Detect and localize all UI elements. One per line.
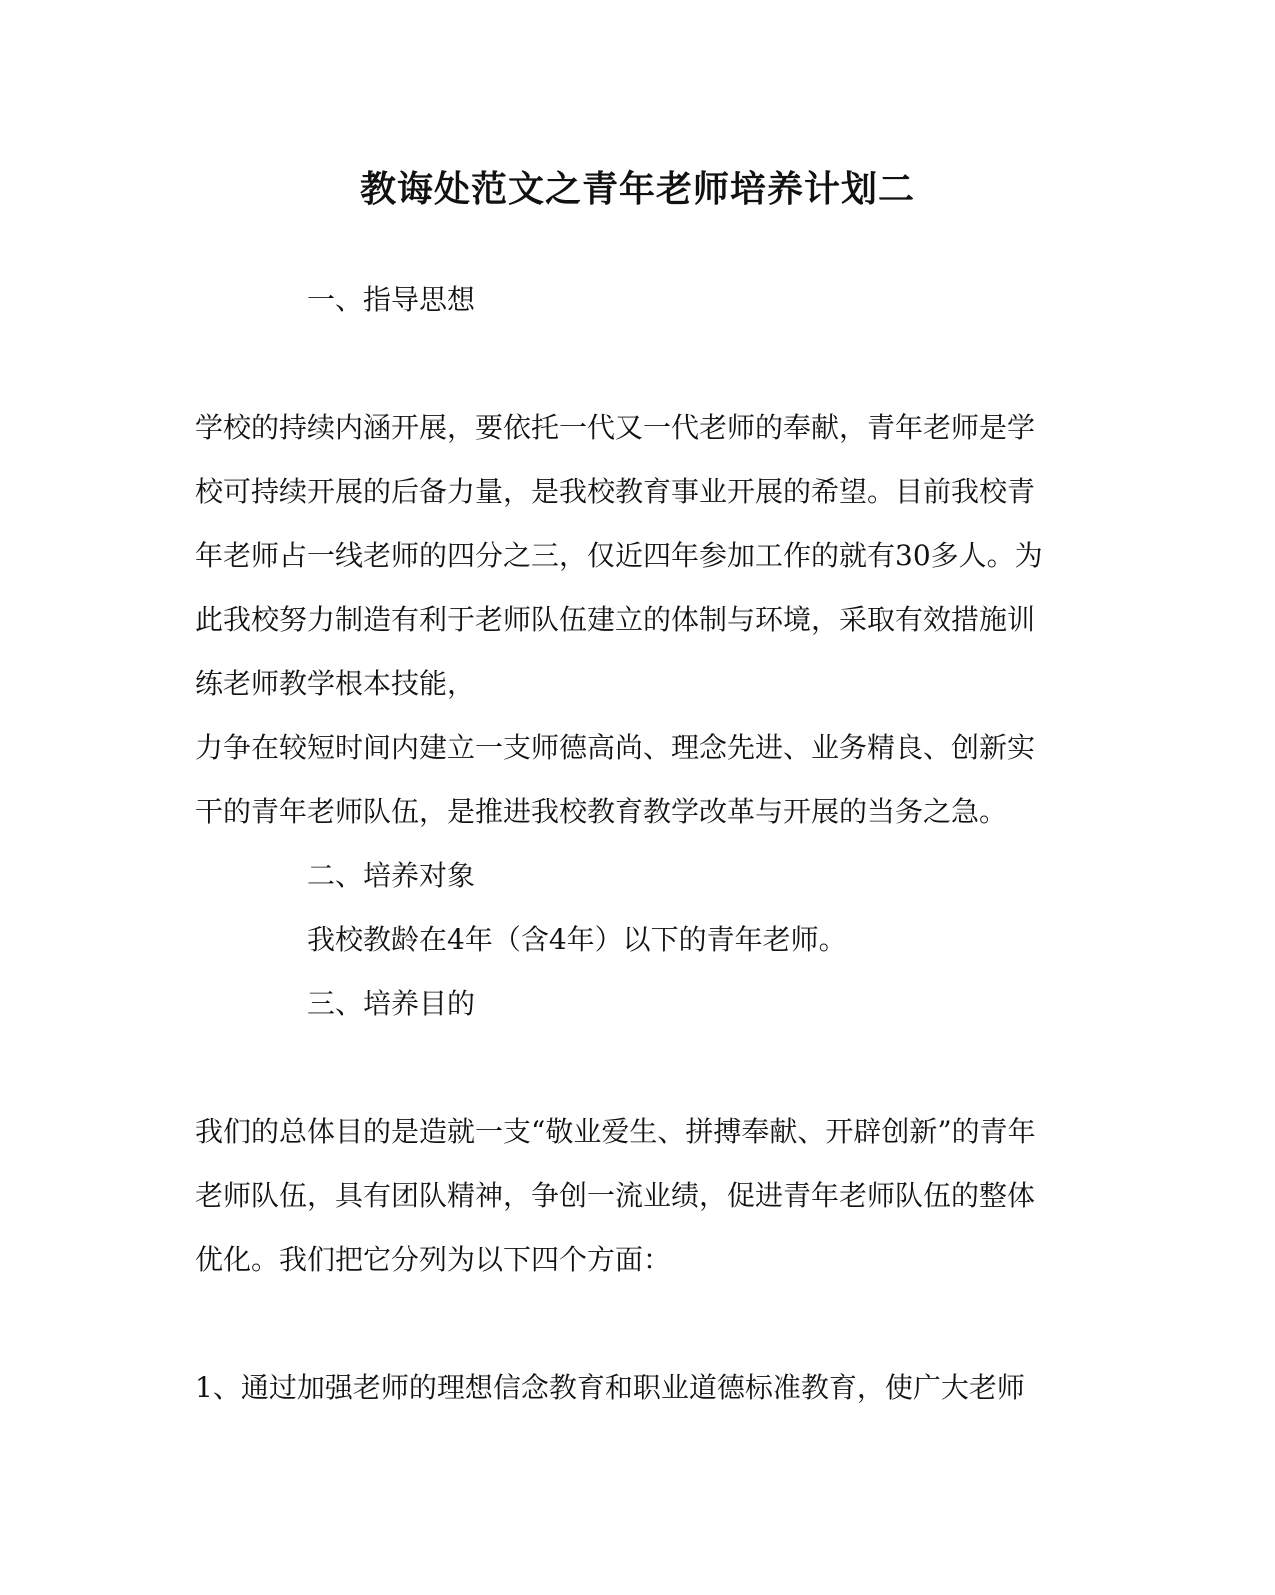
- paragraph-line: 学校的持续内涵开展，要依托一代又一代老师的奉献，青年老师是学: [195, 411, 1036, 444]
- paragraph-line: 校可持续开展的后备力量，是我校教育事业开展的希望。目前我校青: [195, 475, 1036, 508]
- paragraph-line: 老师队伍，具有团队精神，争创一流业绩，促进青年老师队伍的整体: [195, 1179, 1036, 1212]
- paragraph-line: 我们的总体目的是造就一支“敬业爱生、拼搏奉献、开辟创新”的青年: [195, 1115, 1036, 1148]
- list-item-line: 1、通过加强老师的理想信念教育和职业道德标准教育，使广大老师: [195, 1371, 1025, 1404]
- paragraph-line: 此我校努力制造有利于老师队伍建立的体制与环境，采取有效措施训: [195, 603, 1036, 636]
- paragraph-line: 优化。我们把它分列为以下四个方面：: [195, 1243, 672, 1276]
- paragraph-line: 年老师占一线老师的四分之三，仅近四年参加工作的就有30多人。为: [195, 539, 1043, 572]
- paragraph-line: 干的青年老师队伍，是推进我校教育教学改革与开展的当务之急。: [195, 795, 1008, 828]
- document-title: 教诲处范文之青年老师培养计划二: [359, 168, 915, 210]
- section-heading-training-goals: 三、培养目的: [307, 987, 476, 1020]
- paragraph-line: 力争在较短时间内建立一支师德高尚、理念先进、业务精良、创新实: [195, 731, 1036, 764]
- paragraph-line: 练老师教学根本技能，: [195, 667, 476, 700]
- section-heading-guiding-ideology: 一、指导思想: [307, 283, 476, 316]
- section-heading-training-targets: 二、培养对象: [307, 859, 476, 892]
- paragraph-line: 我校教龄在4年（含4年）以下的青年老师。: [307, 923, 847, 956]
